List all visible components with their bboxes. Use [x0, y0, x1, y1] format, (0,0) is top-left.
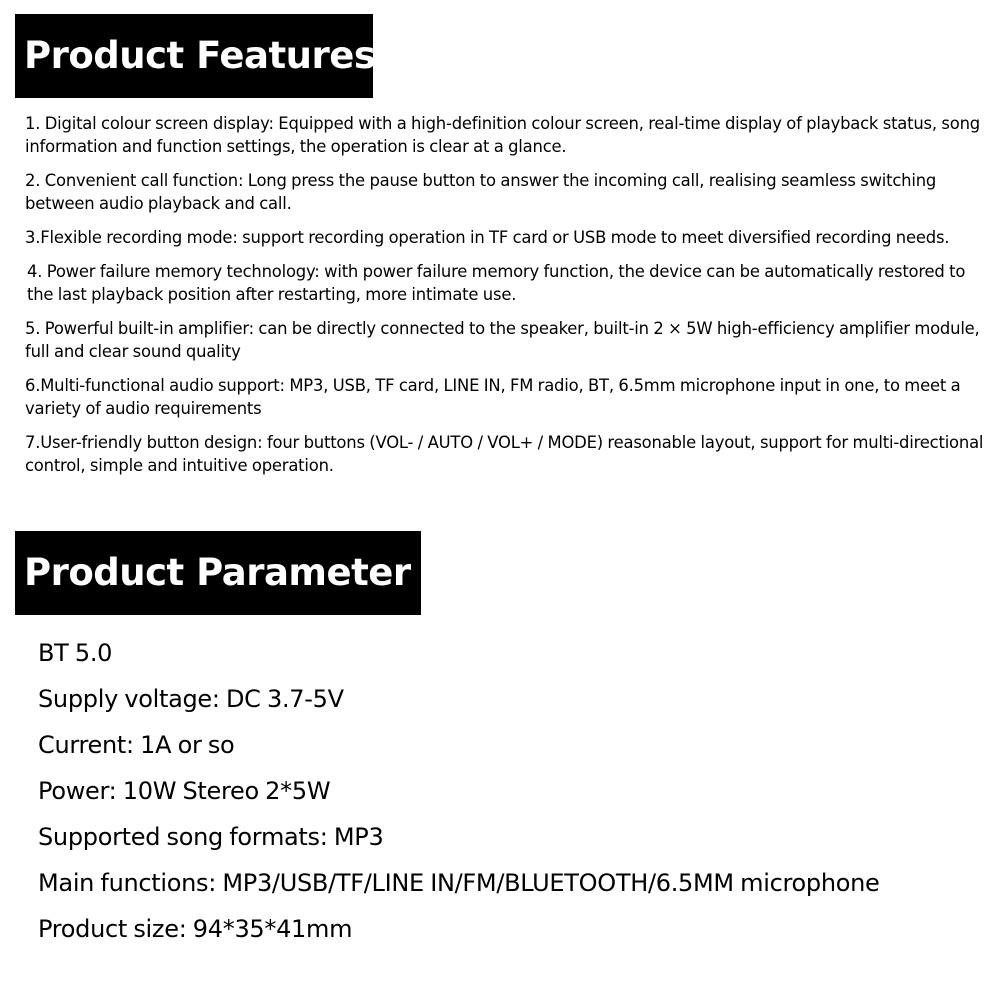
param-main-functions: Main functions: MP3/USB/TF/LINE IN/FM/BLUETOOTH/6.5MM microphone: [38, 869, 880, 897]
feature-item-3: 3.Flexible recording mode: support recording operation in TF card or USB mode to meet diversified recording needs.: [25, 228, 950, 247]
parameters-list: [38, 630, 993, 952]
product-features-heading: Product Features: [15, 14, 373, 98]
product-parameter-heading: Product Parameter: [15, 531, 421, 615]
param-supply-voltage: Supply voltage: DC 3.7-5V: [38, 685, 344, 713]
feature-item-6: 6.Multi-functional audio support: MP3, USB, TF card, LINE IN, FM radio, BT, 6.5mm microphone input in one, to meet a variety of audio requirements: [25, 376, 961, 418]
param-current: Current: 1A or so: [38, 731, 235, 759]
feature-item-5: 5. Powerful built-in amplifier: can be directly connected to the speaker, built-in 2 × 5W high-efficiency amplifier module, full and clear sound quality: [25, 319, 980, 361]
param-bt-version: BT 5.0: [38, 639, 113, 667]
param-product-size: Product size: 94*35*41mm: [38, 915, 353, 943]
param-song-formats: Supported song formats: MP3: [38, 823, 384, 851]
feature-item-4: 4. Power failure memory technology: with power failure memory function, the device can be automatically restored to the last playback position after restarting, more intimate use.: [27, 262, 966, 304]
feature-item-7: 7.User-friendly button design: four buttons (VOL- / AUTO / VOL+ / MODE) reasonable layout, support for multi-directional control, simple and intuitive operation.: [25, 433, 984, 475]
features-list: [25, 112, 995, 488]
feature-item-2: 2. Convenient call function: Long press the pause button to answer the incoming call, realising seamless switching between audio playback and call.: [25, 171, 937, 213]
param-power: Power: 10W Stereo 2*5W: [38, 777, 331, 805]
feature-item-1: 1. Digital colour screen display: Equipped with a high-definition colour screen, real-time display of playback status, song information and function settings, the operation is clear at a glance.: [25, 114, 980, 156]
